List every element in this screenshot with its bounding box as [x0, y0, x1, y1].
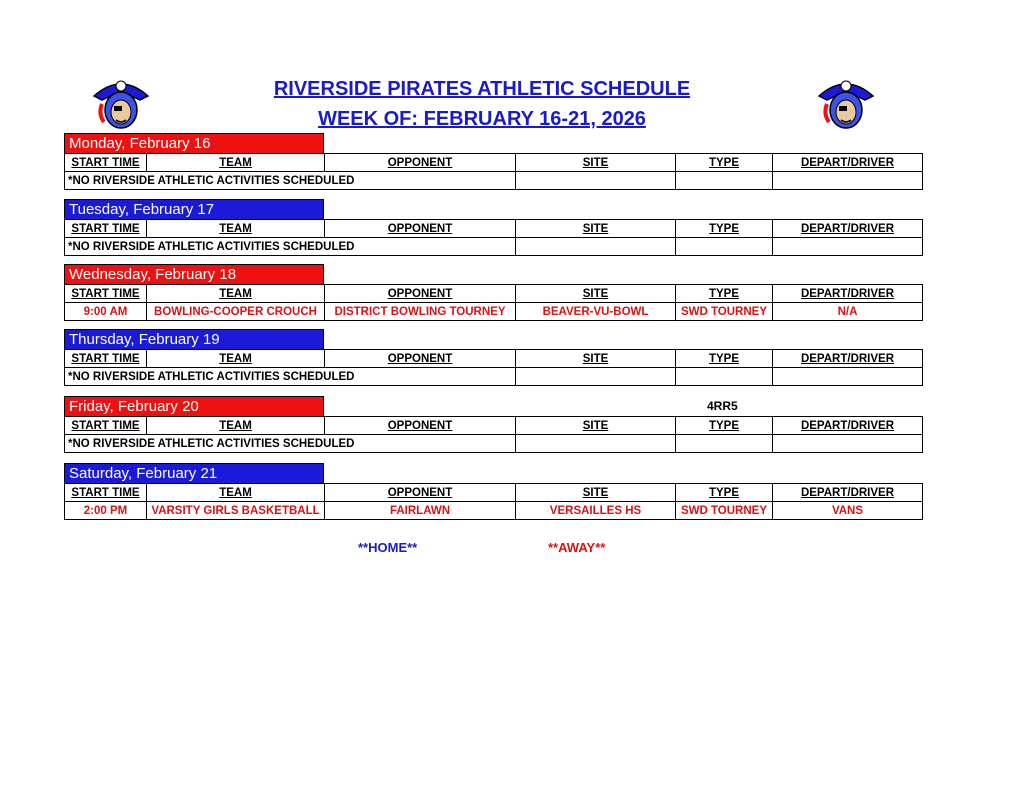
column-header: DEPART/DRIVER [773, 285, 923, 303]
start-time-cell: 9:00 AM [65, 303, 147, 321]
table-row [65, 238, 923, 256]
no-activities-message: *NO RIVERSIDE ATHLETIC ACTIVITIES SCHEDULED [65, 172, 516, 190]
no-activities-message: *NO RIVERSIDE ATHLETIC ACTIVITIES SCHEDULED [65, 238, 516, 256]
type-cell: SWD TOURNEY [676, 303, 773, 321]
type-cell: SWD TOURNEY [676, 502, 773, 520]
side-note: 4RR5 [707, 399, 738, 413]
column-header: START TIME [65, 285, 147, 303]
day-header: Friday, February 20 [64, 396, 324, 416]
header-row [65, 220, 923, 238]
column-header: OPPONENT [325, 417, 516, 435]
column-header: TEAM [147, 220, 325, 238]
day-header: Wednesday, February 18 [64, 264, 324, 284]
opponent-cell: FAIRLAWN [325, 502, 516, 520]
day-header: Saturday, February 21 [64, 463, 324, 483]
schedule-table [64, 483, 923, 520]
start-time-cell: 2:00 PM [65, 502, 147, 520]
schedule-table [64, 219, 923, 256]
header-row [65, 285, 923, 303]
day-block-saturday [64, 463, 922, 520]
column-header: SITE [516, 220, 676, 238]
team-cell: VARSITY GIRLS BASKETBALL [147, 502, 325, 520]
schedule-table [64, 416, 923, 453]
column-header: DEPART/DRIVER [773, 417, 923, 435]
table-row [65, 172, 923, 190]
schedule-table [64, 349, 923, 386]
column-header: TEAM [147, 350, 325, 368]
site-cell: BEAVER-VU-BOWL [516, 303, 676, 321]
schedule-table [64, 153, 923, 190]
no-activities-message: *NO RIVERSIDE ATHLETIC ACTIVITIES SCHEDULED [65, 368, 516, 386]
column-header: TYPE [676, 484, 773, 502]
depart-cell: N/A [773, 303, 923, 321]
column-header: START TIME [65, 220, 147, 238]
table-row [65, 303, 923, 321]
column-header: DEPART/DRIVER [773, 350, 923, 368]
pirate-mascot-icon [815, 70, 877, 132]
no-activities-message: *NO RIVERSIDE ATHLETIC ACTIVITIES SCHEDULED [65, 435, 516, 453]
pirate-mascot-icon [90, 70, 152, 132]
column-header: OPPONENT [325, 154, 516, 172]
column-header: DEPART/DRIVER [773, 220, 923, 238]
column-header: TEAM [147, 154, 325, 172]
column-header: TEAM [147, 285, 325, 303]
column-header: DEPART/DRIVER [773, 154, 923, 172]
column-header: OPPONENT [325, 350, 516, 368]
column-header: DEPART/DRIVER [773, 484, 923, 502]
header-row [65, 417, 923, 435]
day-block-monday [64, 133, 922, 190]
table-row [65, 368, 923, 386]
team-cell: BOWLING-COOPER CROUCH [147, 303, 325, 321]
header-row [65, 484, 923, 502]
column-header: OPPONENT [325, 285, 516, 303]
header-row [65, 350, 923, 368]
column-header: TYPE [676, 285, 773, 303]
schedule-title: RIVERSIDE PIRATES ATHLETIC SCHEDULE [273, 78, 691, 100]
day-header: Thursday, February 19 [64, 329, 324, 349]
column-header: OPPONENT [325, 484, 516, 502]
column-header: SITE [516, 484, 676, 502]
table-row [65, 502, 923, 520]
day-block-tuesday [64, 199, 922, 256]
column-header: TYPE [676, 417, 773, 435]
day-header: Monday, February 16 [64, 133, 324, 153]
column-header: SITE [516, 350, 676, 368]
column-header: START TIME [65, 417, 147, 435]
column-header: TEAM [147, 484, 325, 502]
schedule-week: WEEK OF: FEBRUARY 16-21, 2026 [318, 108, 646, 130]
column-header: SITE [516, 154, 676, 172]
column-header: TYPE [676, 220, 773, 238]
day-header: Tuesday, February 17 [64, 199, 324, 219]
column-header: SITE [516, 285, 676, 303]
column-header: SITE [516, 417, 676, 435]
column-header: TYPE [676, 154, 773, 172]
table-row [65, 435, 923, 453]
depart-cell: VANS [773, 502, 923, 520]
day-block-wednesday [64, 264, 922, 321]
column-header: START TIME [65, 350, 147, 368]
column-header: TYPE [676, 350, 773, 368]
column-header: TEAM [147, 417, 325, 435]
legend-away: **AWAY** [548, 540, 606, 555]
opponent-cell: DISTRICT BOWLING TOURNEY [325, 303, 516, 321]
header-row [65, 154, 923, 172]
legend-home: **HOME** [358, 540, 418, 555]
column-header: START TIME [65, 484, 147, 502]
column-header: START TIME [65, 154, 147, 172]
column-header: OPPONENT [325, 220, 516, 238]
day-block-thursday [64, 329, 922, 386]
site-cell: VERSAILLES HS [516, 502, 676, 520]
day-block-friday [64, 396, 922, 453]
schedule-table [64, 284, 923, 321]
